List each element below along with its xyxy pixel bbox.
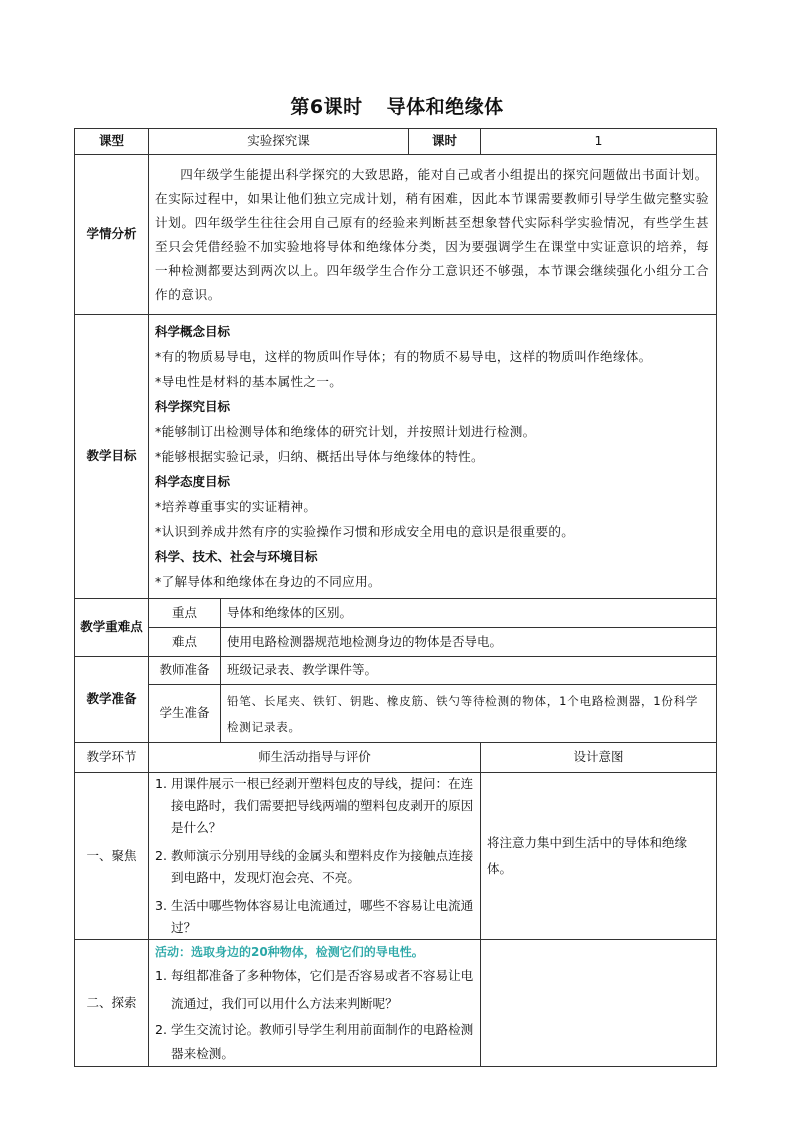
prep-label: 教学准备 [75,657,149,743]
student-prep-label: 学生准备 [149,685,221,743]
goal-item: *能够制订出检测导体和绝缘体的研究计划，并按照计划进行检测。 [155,424,536,439]
analysis-label: 学情分析 [75,155,149,315]
type-label: 课型 [75,129,149,155]
stage2-label: 二、探索 [75,940,149,1067]
analysis-row [75,155,717,315]
goals-cell [149,315,717,599]
type-value: 实验探究课 [149,129,409,155]
goal-heading-stse: 科学、技术、社会与环境目标 [155,549,318,564]
focus-row [75,599,717,628]
list-item: 1. 每组都准备了多种物体，它们是否容易或者不容易让电流通过，我们可以用什么方法来判断呢？ [155,968,474,1011]
goal-item: *导电性是材料的基本属性之一。 [155,374,343,389]
teacher-prep-text: 班级记录表、教学课件等。 [221,657,717,685]
student-prep-text: 铅笔、长尾夹、铁钉、钥匙、橡皮筋、铁勺等待检测的物体，1个电路检测器，1份科学检测记录表。 [227,693,699,734]
intent-header: 设计意图 [481,743,717,773]
goal-item: *认识到养成井然有序的实验操作习惯和形成安全用电的意识是很重要的。 [155,524,575,539]
stage1-label: 一、聚焦 [75,773,149,940]
teacher-prep-row [75,657,717,685]
stage1-activity-cell [149,773,481,940]
analysis-cell [149,155,717,315]
analysis-text: 四年级学生能提出科学探究的大致思路，能对自己或者小组提出的探究问题做出书面计划。在实际过程中，如果让他们独立完成计划，稍有困难，因此本节课需要教师引导学生做完整实验计划。四年级学生往往会用自己原有的经验来判断甚至想象替代实际科学实验情况，有些学生甚至只会凭借经验不加实验地将导体和绝缘体分类，因为要强调学生在课堂中实证意识的培养，每一种检测都要达到两次以上。四年级学生合作分工意识还不够强，本节课会继续强化小组分工合作的意识。 [155,166,710,302]
goal-item: *能够根据实验记录，归纳、概括出导体与绝缘体的特性。 [155,449,484,464]
lesson-title: 导体和绝缘体 [386,96,504,118]
difficulty-text: 使用电路检测器规范地检测身边的物体是否导电。 [221,628,717,657]
student-prep-row [75,685,717,743]
page-title [0,92,794,119]
list-item: 3. 生活中哪些物体容易让电流通过，哪些不容易让电流通过？ [155,898,474,935]
student-prep-cell [221,685,717,743]
stage2-intent [481,940,717,1067]
list-item: 2. 学生交流讨论。教师引导学生利用前面制作的电路检测器来检测。 [155,1022,474,1061]
goal-item: *培养尊重事实的实证精神。 [155,499,317,514]
stage1-intent: 将注意力集中到生活中的导体和绝缘体。 [481,773,717,940]
activity-title: 活动：选取身边的20种物体，检测它们的导电性。 [155,945,424,959]
hours-value: 1 [481,129,717,155]
goal-item: *有的物质易导电，这样的物质叫作导体；有的物质不易导电，这样的物质叫作绝缘体。 [155,349,652,364]
stage-header: 教学环节 [75,743,149,773]
difficulty-row [75,628,717,657]
goals-row [75,315,717,599]
list-item: 1. 用课件展示一根已经剥开塑料包皮的导线，提问：在连接电路时，我们需要把导线两端的塑料包皮剥开的原因是什么？ [155,776,474,835]
stage2-activity-cell [149,940,481,1067]
stage2-row [75,940,717,1067]
goal-item: *了解导体和绝缘体在身边的不同应用。 [155,574,381,589]
focus-text: 导体和绝缘体的区别。 [221,599,717,628]
goal-heading-concept: 科学概念目标 [155,324,231,339]
focus-label: 重点 [149,599,221,628]
goals-label: 教学目标 [75,315,149,599]
hours-label: 课时 [409,129,481,155]
list-item: 2. 教师演示分别用导线的金属头和塑料皮作为接触点连接到电路中，发现灯泡会亮、不亮。 [155,848,474,885]
process-header-row [75,743,717,773]
goal-heading-attitude: 科学态度目标 [155,474,231,489]
lesson-plan-table [74,128,717,1067]
lesson-number: 第6课时 [290,96,363,118]
goal-heading-inquiry: 科学探究目标 [155,399,231,414]
teacher-prep-label: 教师准备 [149,657,221,685]
activity-header: 师生活动指导与评价 [149,743,481,773]
keypoints-label: 教学重难点 [75,599,149,657]
difficulty-label: 难点 [149,628,221,657]
header-row [75,129,717,155]
stage1-row [75,773,717,940]
